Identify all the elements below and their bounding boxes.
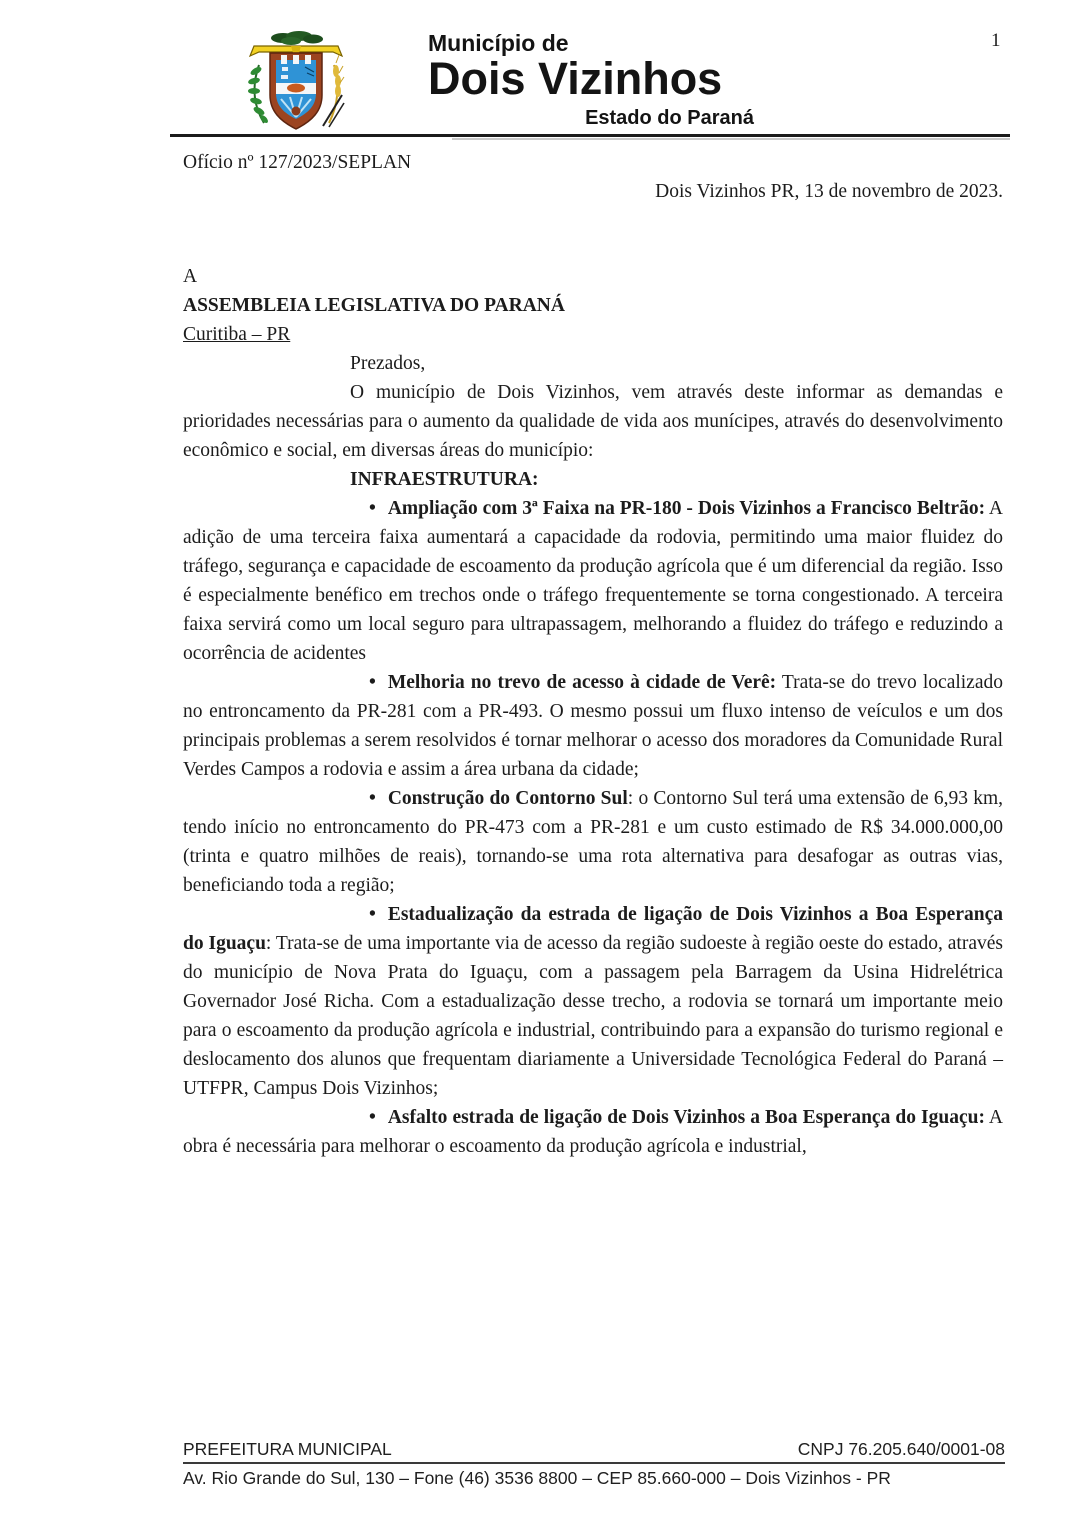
letterhead-municipality: Dois Vizinhos	[428, 53, 723, 105]
bullet-title: Estadualização da estrada de ligação de Dois Vizinhos a Boa Esperança do Iguaçu	[183, 904, 1003, 954]
letterhead-prefix: Município de	[428, 30, 569, 56]
bullet-text: Trata-se do trevo localizado no entroncamento da PR-281 com a PR-493. O mesmo possui um fluxo intenso de veículos e um dos principais problemas a serem resolvidos é tornar melhorar o acesso dos moradores da Comunidade Rural Verdes Campos a rodovia e assim a área urbana da cidade;	[183, 672, 1003, 780]
bullet-text: A adição de uma terceira faixa aumentará a capacidade da rodovia, permitindo uma maior fluidez do tráfego, segurança e capacidade de escoamento da produção agrícola que é um diferencial da região. Isso é especialmente benéfico em trechos onde o tráfego frequentemente se torna congestionado. A terceira faixa servirá como um local seguro para ultrapassagem, melhorando a fluidez do tráfego e reduzindo a ocorrência de acidentes	[183, 498, 1004, 664]
header-divider-shadow	[452, 138, 1010, 140]
bullet-marker	[369, 498, 376, 519]
bullet-text: A obra é necessária para melhorar o escoamento da produção agrícola e industrial,	[183, 1107, 1003, 1157]
bullet-title: Construção do Contorno Sul	[387, 788, 628, 809]
bullet-item-contorno-sul	[183, 784, 1003, 900]
crest-wheat-right	[323, 55, 344, 127]
section-title: INFRAESTRUTURA:	[350, 469, 539, 490]
bullet-marker	[369, 904, 376, 925]
recipient-city: Curitiba – PR	[183, 324, 291, 345]
footer-cnpj: CNPJ 76.205.640/0001-08	[797, 1439, 1005, 1459]
letterhead	[428, 30, 754, 130]
recipient-block	[183, 262, 1003, 349]
bullet-item-trevo-vere	[183, 668, 1003, 784]
municipal-coat-of-arms-icon	[243, 27, 349, 137]
bullet-text: : o Contorno Sul terá uma extensão de 6,93 km, tendo início no entroncamento do PR-473 com a PR-281 e um custo estimado de R$ 34.000.000,00 (trinta e quatro milhões de reais), tornando-se uma rota alternativa para desafogar as outras vias, beneficiando toda a região;	[183, 788, 1003, 896]
bullet-item-asfalto	[183, 1103, 1003, 1161]
bullet-marker	[369, 672, 376, 693]
oficio-reference: Ofício nº 127/2023/SEPLAN	[183, 152, 412, 173]
page-footer	[183, 1438, 1005, 1489]
salutation: Prezados,	[350, 353, 426, 374]
footer-org: PREFEITURA MUNICIPAL	[183, 1439, 392, 1459]
crest-branch-left	[247, 65, 269, 124]
page-number: 1	[991, 30, 1001, 51]
footer-rule-row	[183, 1438, 1005, 1464]
bullet-item-estadualizacao	[183, 900, 1003, 1103]
bullet-title: Asfalto estrada de ligação de Dois Vizinhos a Boa Esperança do Iguaçu:	[387, 1107, 985, 1128]
letter-body	[183, 148, 1003, 1161]
intro-paragraph: O município de Dois Vizinhos, vem através deste informar as demandas e prioridades necessárias para o aumento da qualidade de vida aos munícipes, através do desenvolvimento econômico e social, em diversas áreas do município:	[183, 382, 1003, 461]
bullet-title: Melhoria no trevo de acesso à cidade de Verê:	[387, 672, 777, 693]
bullet-item-ampliacao-pr180	[183, 494, 1003, 668]
date-line: Dois Vizinhos PR, 13 de novembro de 2023.	[655, 181, 1003, 202]
bullet-text: : Trata-se de uma importante via de acesso da região sudoeste à região oeste do estado, através do município de Nova Prata do Iguaçu, com a passagem pela Barragem da Usina Hidrelétrica Governador José Richa. Com a estadualização desse trecho, a rodovia se tornará um importante meio para o escoamento da produção agrícola e industrial, contribuindo para a expansão do turismo regional e deslocamento dos alunos que frequentam diariamente a Universidade Tecnológica Federal do Paraná – UTFPR, Campus Dois Vizinhos;	[183, 933, 1003, 1099]
header-divider	[170, 134, 1010, 137]
crest-foliage	[271, 31, 323, 45]
letterhead-state: Estado do Paraná	[585, 107, 754, 130]
crest-shield	[270, 53, 322, 129]
recipient-intro: A	[183, 266, 198, 287]
bullet-marker	[369, 1107, 376, 1128]
bullet-marker	[369, 788, 376, 809]
bullet-title: Ampliação com 3ª Faixa na PR-180 - Dois Vizinhos a Francisco Beltrão:	[387, 498, 986, 519]
footer-address: Av. Rio Grande do Sul, 130 – Fone (46) 3536 8800 – CEP 85.660-000 – Dois Vizinhos - PR	[183, 1468, 891, 1488]
recipient-name: ASSEMBLEIA LEGISLATIVA DO PARANÁ	[183, 295, 565, 316]
